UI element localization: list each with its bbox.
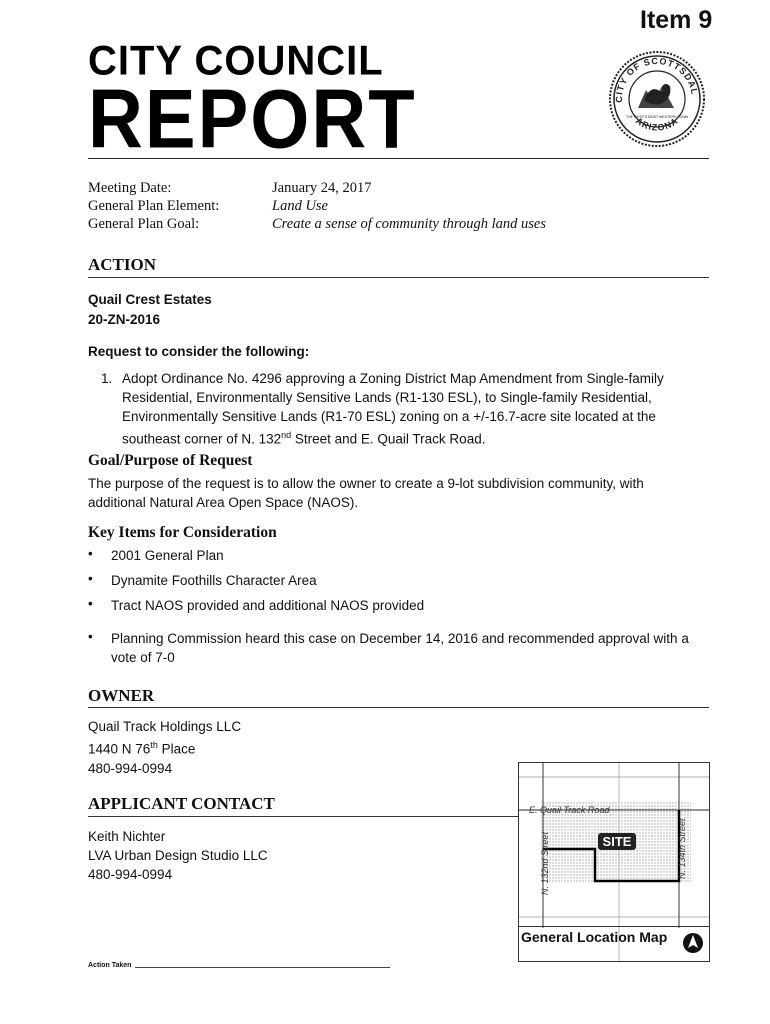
case-number: 20-ZN-2016 [88, 312, 161, 327]
ordinal-suffix: nd [281, 430, 292, 440]
map-east-street-label: N. 134th Street [677, 818, 687, 879]
key-item-long [111, 629, 721, 667]
owner-phone: 480-994-0994 [88, 760, 173, 776]
owner-block [88, 717, 241, 778]
request-line: Environmentally Sensitive Lands (R1-70 ESL) zoning on a +/-16.7-acre site located at the [122, 409, 656, 424]
applicant-heading: APPLICANT CONTACT [88, 794, 275, 813]
meeting-date-value: January 24, 2017 [272, 180, 372, 196]
key-item-line: Planning Commission heard this case on December 14, 2016 and recommended approval with a [111, 631, 689, 646]
key-items-heading: Key Items for Consideration [88, 524, 277, 541]
seal-center-text: THE WEST'S MOST WESTERN TOWN [625, 115, 689, 119]
map-west-street-label: N. 132nd Street [540, 831, 550, 895]
map-road-label: E. Quail Track Road [529, 805, 610, 815]
action-heading: ACTION [88, 255, 157, 274]
request-line-part: southeast corner of N. 132 [122, 431, 282, 447]
header-divider [88, 158, 709, 159]
seal-ring-bottom: ARIZONA [633, 115, 681, 133]
gp-goal-label: General Plan Goal: [88, 216, 200, 232]
map-caption: General Location Map [521, 929, 668, 945]
north-arrow-icon [682, 932, 704, 954]
applicant-block [88, 827, 268, 884]
map-caption-divider [518, 926, 709, 927]
applicant-divider [88, 816, 518, 817]
action-taken-line [135, 967, 390, 968]
project-name: Quail Crest Estates [88, 292, 212, 307]
bullet-icon: • [88, 629, 93, 644]
action-divider [88, 277, 709, 278]
meeting-date-label: Meeting Date: [88, 180, 172, 196]
masthead-line-2: REPORT [88, 72, 417, 166]
owner-name: Quail Track Holdings LLC [88, 719, 242, 734]
applicant-name: Keith Nichter [88, 829, 166, 844]
gp-element-value: Land Use [272, 198, 328, 214]
item-number: Item 9 [640, 6, 713, 34]
owner-divider [88, 707, 709, 708]
seal-ring-top: CITY OF SCOTTSDAL [613, 55, 700, 103]
request-line: Residential, Environmentally Sensitive Lands (R1-130 ESL), to Single-family Residential, [122, 390, 652, 405]
owner-heading: OWNER [88, 686, 155, 705]
request-item-text [122, 369, 712, 449]
report-masthead [88, 37, 417, 166]
key-item: Tract NAOS provided and additional NAOS provided [111, 598, 425, 613]
applicant-phone: 480-994-0994 [88, 867, 173, 882]
request-item-number: 1. [101, 371, 113, 386]
ordinal-suffix: th [150, 740, 158, 750]
bullet-icon: • [88, 596, 93, 611]
bullet-icon: • [88, 546, 93, 561]
masthead-line-1: CITY COUNCIL [88, 37, 384, 85]
request-line [122, 426, 712, 449]
key-item: Dynamite Foothills Character Area [111, 573, 317, 588]
action-taken-label: Action Taken [88, 962, 132, 969]
gp-element-label: General Plan Element: [88, 198, 220, 214]
key-item-line: vote of 7-0 [111, 650, 175, 665]
request-line-part: Street and E. Quail Track Road. [291, 431, 486, 447]
request-line: Adopt Ordinance No. 4296 approving a Zoning District Map Amendment from Single-family [122, 371, 664, 386]
owner-address-part: Place [157, 741, 196, 757]
bullet-icon: • [88, 571, 93, 586]
key-item: 2001 General Plan [111, 548, 224, 563]
gp-goal-value: Create a sense of community through land uses [272, 216, 546, 232]
city-seal-icon [608, 50, 706, 148]
map-site-label: SITE [602, 834, 632, 849]
owner-address-part: 1440 N 76 [88, 741, 151, 757]
goal-text [88, 474, 718, 512]
applicant-company: LVA Urban Design Studio LLC [88, 848, 268, 863]
goal-line: The purpose of the request is to allow the owner to create a 9-lot subdivision community, with [88, 476, 644, 491]
owner-address [88, 736, 241, 759]
goal-line: additional Natural Area Open Space (NAOS). [88, 495, 359, 510]
goal-heading: Goal/Purpose of Request [88, 452, 253, 469]
request-intro: Request to consider the following: [88, 344, 310, 359]
